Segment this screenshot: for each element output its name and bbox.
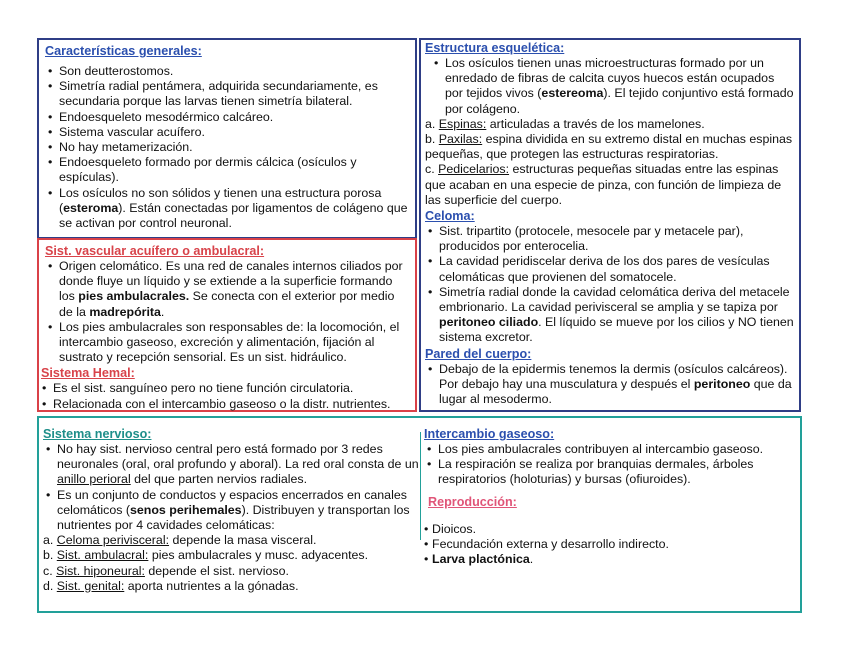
list-item — [43, 488, 421, 534]
list-item: • Son deutterostomos. — [45, 64, 409, 79]
list-item: • No hay metamerización. — [45, 140, 409, 155]
term: Espinas: — [438, 116, 487, 131]
sub-item-a — [425, 117, 795, 132]
text: articuladas a través de los mamelones. — [486, 116, 705, 131]
text: Los osículos tienen unas microestructuras formado por un enredado de fibras de calcita cuyos huecos están ocupados por tejidos vivos ( — [445, 56, 775, 101]
list-item — [431, 56, 795, 117]
text: Se conecta con el exterior por medio de la — [59, 289, 395, 319]
list-item — [45, 259, 409, 320]
vascular-list — [45, 259, 409, 365]
intercambio-list — [424, 442, 796, 488]
list-item: • Los pies ambulacrales contribuyen al intercambio gaseoso. — [424, 442, 796, 457]
list-item: • Los pies ambulacrales son responsables de: la locomoción, el intercambio gaseoso, excreción y alimentación, fijación al sustrato y recepción sensorial. Es un sist. hidráulico. — [45, 320, 409, 366]
sub-item-b — [425, 132, 795, 162]
text: depende el sist. nervioso. — [144, 563, 289, 578]
letter: c. — [43, 563, 57, 578]
list-item: • Endoesqueleto formado por dermis cálcica (osículos y espículas). — [45, 155, 409, 185]
list-item: • Relacionada con el intercambio gaseoso o la distr. nutrientes. — [39, 397, 409, 412]
list-item: • Sist. tripartito (protocele, mesocele par y metacele par), producidos por enterocelia. — [425, 224, 795, 254]
bold-term: estereoma — [541, 86, 604, 101]
letter: b. — [425, 132, 439, 147]
text: ). Distribuyen y transportan los nutrientes por 4 cavidades celomáticas: — [57, 502, 410, 533]
text: que da lugar al mesodermo. — [439, 376, 792, 407]
letter: a. — [43, 533, 57, 548]
list-item: • Sistema vascular acuífero. — [45, 125, 409, 140]
bold-term: senos perihemales — [130, 502, 242, 517]
text: . El líquido se mueve por los cilios y NO tienen sistema excretor. — [439, 315, 794, 345]
general-list — [45, 64, 409, 231]
sub-item-c — [425, 162, 795, 208]
text: . — [160, 304, 165, 319]
reproduccion-list — [424, 522, 796, 568]
letter: b. — [43, 548, 57, 563]
hemal-list — [39, 381, 409, 411]
text: No hay sist. nervioso central pero está formado por 3 redes neuronales (oral, oral profundo y aboral). La red oral consta de un — [57, 442, 419, 472]
celoma-list — [425, 224, 795, 346]
vascular-title: Sist. vascular acuífero o ambulacral: — [45, 244, 265, 258]
reproduccion-title: Reproducción: — [428, 494, 517, 509]
list-item: • Simetría radial pentámera, adquirida secundariamente, es secundaria porque las larvas tienen simetría bilateral. — [45, 79, 409, 109]
text: estructuras pequeñas situadas entre las espinas que acaban en una especie de pinza, con función de limpieza de las superficie del cuerpo. — [425, 162, 782, 207]
text: depende la masa visceral. — [169, 533, 317, 548]
skeletal-structure-box — [419, 38, 801, 412]
text: Es un conjunto de conductos y espacios encerrados en canales celomáticos ( — [57, 487, 407, 517]
term: Pedicelarios: — [438, 162, 510, 177]
sub-item-a — [43, 533, 421, 548]
term: Sist. genital: — [56, 578, 125, 593]
term: Sist. hiponeural: — [56, 563, 145, 578]
estructura-list — [425, 56, 795, 117]
sub-item-b — [43, 548, 421, 563]
list-item: • La respiración se realiza por branquias dermales, árboles respiratorios (holoturias) y bursas (ofiuroides). — [424, 457, 796, 487]
bold-term: peritoneo — [693, 376, 751, 391]
list-item: • Es el sist. sanguíneo pero no tiene función circulatoria. — [39, 381, 409, 396]
vascular-system-box — [37, 238, 417, 412]
list-item: • Endoesqueleto mesodérmico calcáreo. — [45, 110, 409, 125]
bottom-box — [37, 416, 802, 613]
nervioso-title: Sistema nervioso: — [43, 427, 152, 441]
text: del que parten nervios radiales. — [130, 472, 308, 487]
estructura-title: Estructura esquelética: — [425, 41, 565, 55]
hemal-title: Sistema Hemal: — [41, 366, 135, 381]
text: Origen celomático. Es una red de canales internos ciliados por donde fluye un líquido y se extiende a la superficie formando los — [59, 259, 403, 304]
intercambio-title: Intercambio gaseoso: — [424, 427, 555, 441]
list-item: • Fecundación externa y desarrollo indirecto. — [424, 537, 796, 552]
bold-term: peritoneo ciliado — [439, 315, 539, 330]
nervioso-list — [43, 442, 421, 533]
nervous-system-section — [43, 426, 421, 594]
letter: c. — [425, 162, 439, 177]
bold-term: Larva plactónica — [432, 552, 530, 567]
text: . — [529, 552, 534, 567]
list-item — [425, 362, 795, 408]
text: Los osículos no son sólidos y tienen una estructura porosa ( — [59, 185, 382, 215]
general-title: Características generales: — [45, 44, 202, 58]
text: espina dividida en su extremo distal en muchas espinas pequeñas, que protegen las estructuras respiratorias. — [425, 132, 793, 162]
list-item: • La cavidad peridiscelar deriva de los dos pares de vesículas celomáticas que provienen del somatocele. — [425, 254, 795, 284]
bold-term: esteroma — [63, 200, 119, 215]
list-item: • Dioicos. — [424, 522, 796, 537]
term: Celoma perivisceral: — [56, 533, 170, 548]
gas-exchange-section — [424, 426, 796, 567]
sub-item-d — [43, 579, 421, 594]
pared-title: Pared del cuerpo: — [425, 346, 532, 361]
term: anillo perioral — [57, 472, 131, 487]
text: Simetría radial donde la cavidad celomática deriva del metacele embrionario. La cavidad perivisceral se amplia y se tapiza por — [439, 284, 790, 315]
letter: a. — [425, 116, 439, 131]
sub-item-c — [43, 564, 421, 579]
term: Sist. ambulacral: — [56, 548, 149, 563]
list-item — [45, 186, 409, 232]
bold-term: madrepórita — [89, 304, 161, 319]
pared-list — [425, 362, 795, 408]
general-characteristics-box — [37, 38, 417, 239]
list-item — [43, 442, 421, 488]
letter: d. — [43, 578, 57, 593]
text: Debajo de la epidermis tenemos la dermis (osículos calcáreos). Por debajo hay una musculatura y después el — [439, 361, 788, 391]
celoma-title: Celoma: — [425, 209, 475, 224]
text: pies ambulacrales y musc. adyacentes. — [148, 548, 369, 563]
text: ). Están conectadas por ligamentos de colágeno que se activan por control neuronal. — [59, 200, 408, 231]
term: Paxilas: — [438, 132, 483, 147]
text: aporta nutrientes a la gónadas. — [124, 578, 299, 593]
list-item — [425, 285, 795, 346]
text: ). El tejido conjuntivo está formado por colágeno. — [445, 86, 794, 116]
list-item — [424, 552, 796, 567]
bold-term: pies ambulacrales. — [78, 289, 190, 304]
